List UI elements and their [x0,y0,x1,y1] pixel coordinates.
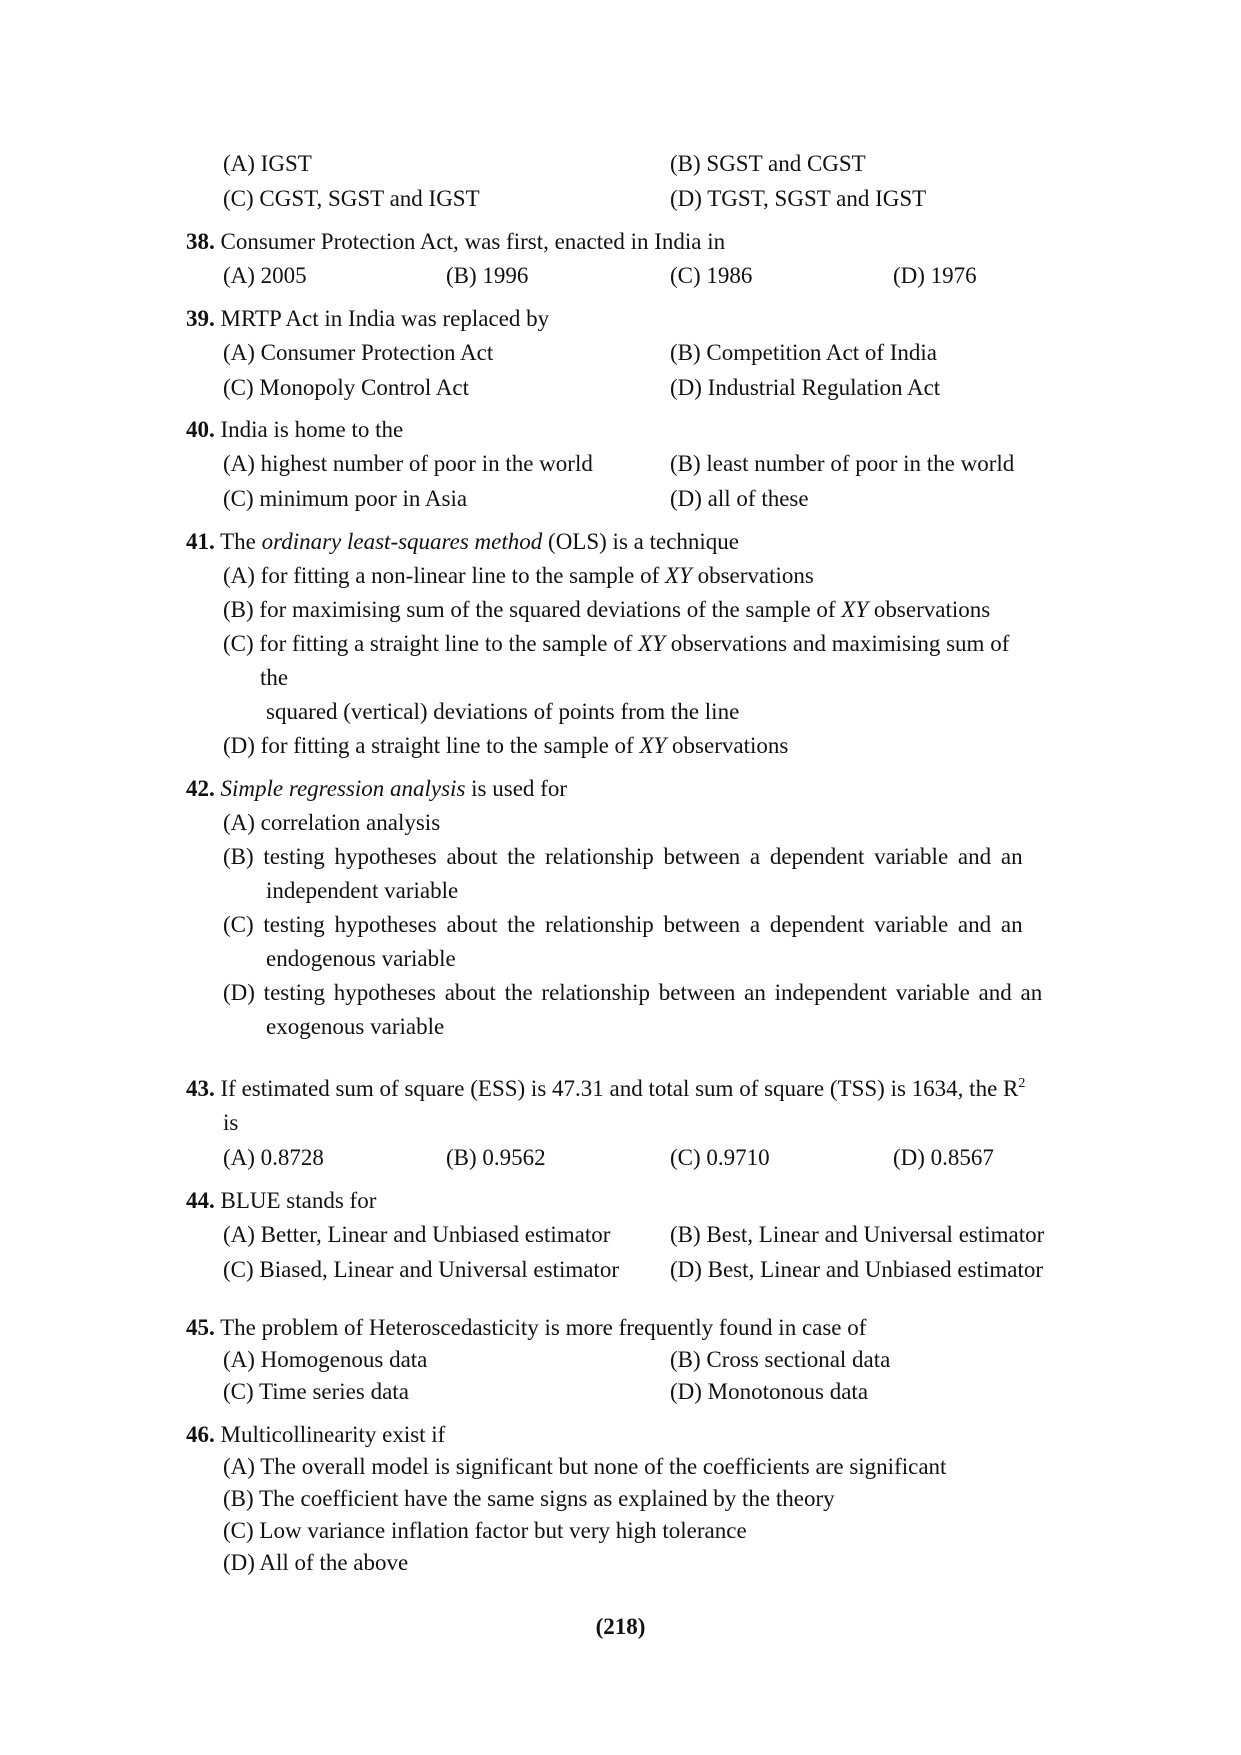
q43-option-c: (C) 0.9710 [670,1145,770,1170]
q38-question [186,230,725,253]
q39-option-c: (C) Monopoly Control Act [223,375,469,400]
q45-option-a: (A) Homogenous data [223,1347,428,1372]
q41-option-d [223,734,788,757]
q39-option-b: (B) Competition Act of India [670,340,938,365]
q40-option-b: (B) least number of poor in the world [670,451,1015,476]
q39-number: 39. [186,306,215,331]
q45-option-d: (D) Monotonous data [670,1379,869,1404]
q46-option-a: (A) The overall model is significant but none of the coefficients are significant [223,1454,947,1479]
q42-option-c-line1: (C) testing hypotheses about the relationship between a dependent variable and an [223,912,1023,937]
q40-question [186,418,403,441]
q41-option-b-text: (B) for maximising sum of the squared deviations of the sample of [223,597,842,622]
q42-option-d-line2: exogenous variable [266,1014,445,1039]
q44-question [186,1189,376,1212]
q46-text: Multicollinearity exist if [220,1422,446,1447]
q43-number: 43. [186,1076,215,1101]
q43-option-a: (A) 0.8728 [223,1145,324,1170]
q43-question [186,1077,1025,1100]
q42-option-b-line1: (B) testing hypotheses about the relationship between a dependent variable and an [223,844,1023,869]
q41-option-a-text: (A) for fitting a non-linear line to the sample of [223,563,665,588]
page-number: (218) [595,1614,646,1639]
q41-option-d-text: (D) for fitting a straight line to the sample of [223,733,640,758]
q43-text: If estimated sum of square (ESS) is 47.31 and total sum of square (TSS) is 1634, the R [220,1076,1019,1101]
q42-option-d-line1: (D) testing hypotheses about the relationship between an independent variable and an [223,980,1043,1005]
q41-option-c-text: (C) for fitting a straight line to the sample of [223,631,639,656]
q42-number: 42. [186,776,215,801]
q41-option-b-text-end: observations [868,597,991,622]
q46-question [186,1423,445,1446]
q41-option-a [223,564,814,587]
q41-text-post: (OLS) is a technique [542,529,740,554]
q43-option-b: (B) 0.9562 [446,1145,546,1170]
q41-option-d-text-end: observations [666,733,789,758]
q38-text: Consumer Protection Act, was first, enacted in India in [220,229,726,254]
q41-text-pre: The [220,529,262,554]
q44-option-d: (D) Best, Linear and Unbiased estimator [670,1257,1043,1282]
q39-option-a: (A) Consumer Protection Act [223,340,494,365]
q44-text: BLUE stands for [220,1188,377,1213]
q41-option-c [223,632,1009,655]
q38-option-a: (A) 2005 [223,263,307,288]
q41-number: 41. [186,529,215,554]
q38-option-b: (B) 1996 [446,263,529,288]
q45-text: The problem of Heteroscedasticity is more frequently found in case of [220,1315,867,1340]
q40-number: 40. [186,417,215,442]
q41-option-d-xy: XY [639,733,667,758]
q41-option-b-xy: XY [841,597,869,622]
q42-option-a: (A) correlation analysis [223,810,441,835]
q40-option-c: (C) minimum poor in Asia [223,486,468,511]
q39-option-d: (D) Industrial Regulation Act [670,375,941,400]
q42-question [186,777,567,800]
q41-option-c-xy: XY [638,631,666,656]
q40-option-a: (A) highest number of poor in the world [223,451,593,476]
q37-option-d: (D) TGST, SGST and IGST [670,186,927,211]
q42-option-b-line2: independent variable [266,878,459,903]
q41-option-a-text-end: observations [691,563,814,588]
q44-option-c: (C) Biased, Linear and Universal estimator [223,1257,619,1282]
q39-text: MRTP Act in India was replaced by [220,306,550,331]
q44-option-a: (A) Better, Linear and Unbiased estimator [223,1222,611,1247]
q46-option-c: (C) Low variance inflation factor but very high tolerance [223,1518,747,1543]
q41-option-b [223,598,990,621]
q45-option-b: (B) Cross sectional data [670,1347,891,1372]
q43-option-d: (D) 0.8567 [893,1145,994,1170]
q46-number: 46. [186,1422,215,1447]
q44-option-b: (B) Best, Linear and Universal estimator [670,1222,1045,1247]
q37-option-c: (C) CGST, SGST and IGST [223,186,480,211]
q42-option-c-line2: endogenous variable [266,946,456,971]
q41-option-c-line2: the [260,665,289,690]
q37-option-a: (A) IGST [223,151,312,176]
q45-number: 45. [186,1315,215,1340]
q41-text-emphasis: ordinary least-squares method [261,529,543,554]
q46-option-b: (B) The coefficient have the same signs as explained by the theory [223,1486,835,1511]
q42-text-post: is used for [465,776,567,801]
q44-number: 44. [186,1188,215,1213]
q43-text-line2: is [223,1110,239,1135]
q46-option-d: (D) All of the above [223,1550,409,1575]
q38-option-c: (C) 1986 [670,263,753,288]
q38-number: 38. [186,229,215,254]
q41-option-c-line3: squared (vertical) deviations of points from the line [266,699,740,724]
q38-option-d: (D) 1976 [893,263,977,288]
q43-superscript: 2 [1018,1076,1026,1091]
q41-question [186,530,739,553]
q37-option-b: (B) SGST and CGST [670,151,866,176]
q41-option-c-text-end: observations and maximising sum of [665,631,1010,656]
q39-question [186,307,549,330]
q40-text: India is home to the [220,417,404,442]
q40-option-d: (D) all of these [670,486,809,511]
q45-option-c: (C) Time series data [223,1379,409,1404]
q42-text-emphasis: Simple regression analysis [220,776,466,801]
q45-question [186,1316,866,1339]
q41-option-a-xy: XY [664,563,692,588]
